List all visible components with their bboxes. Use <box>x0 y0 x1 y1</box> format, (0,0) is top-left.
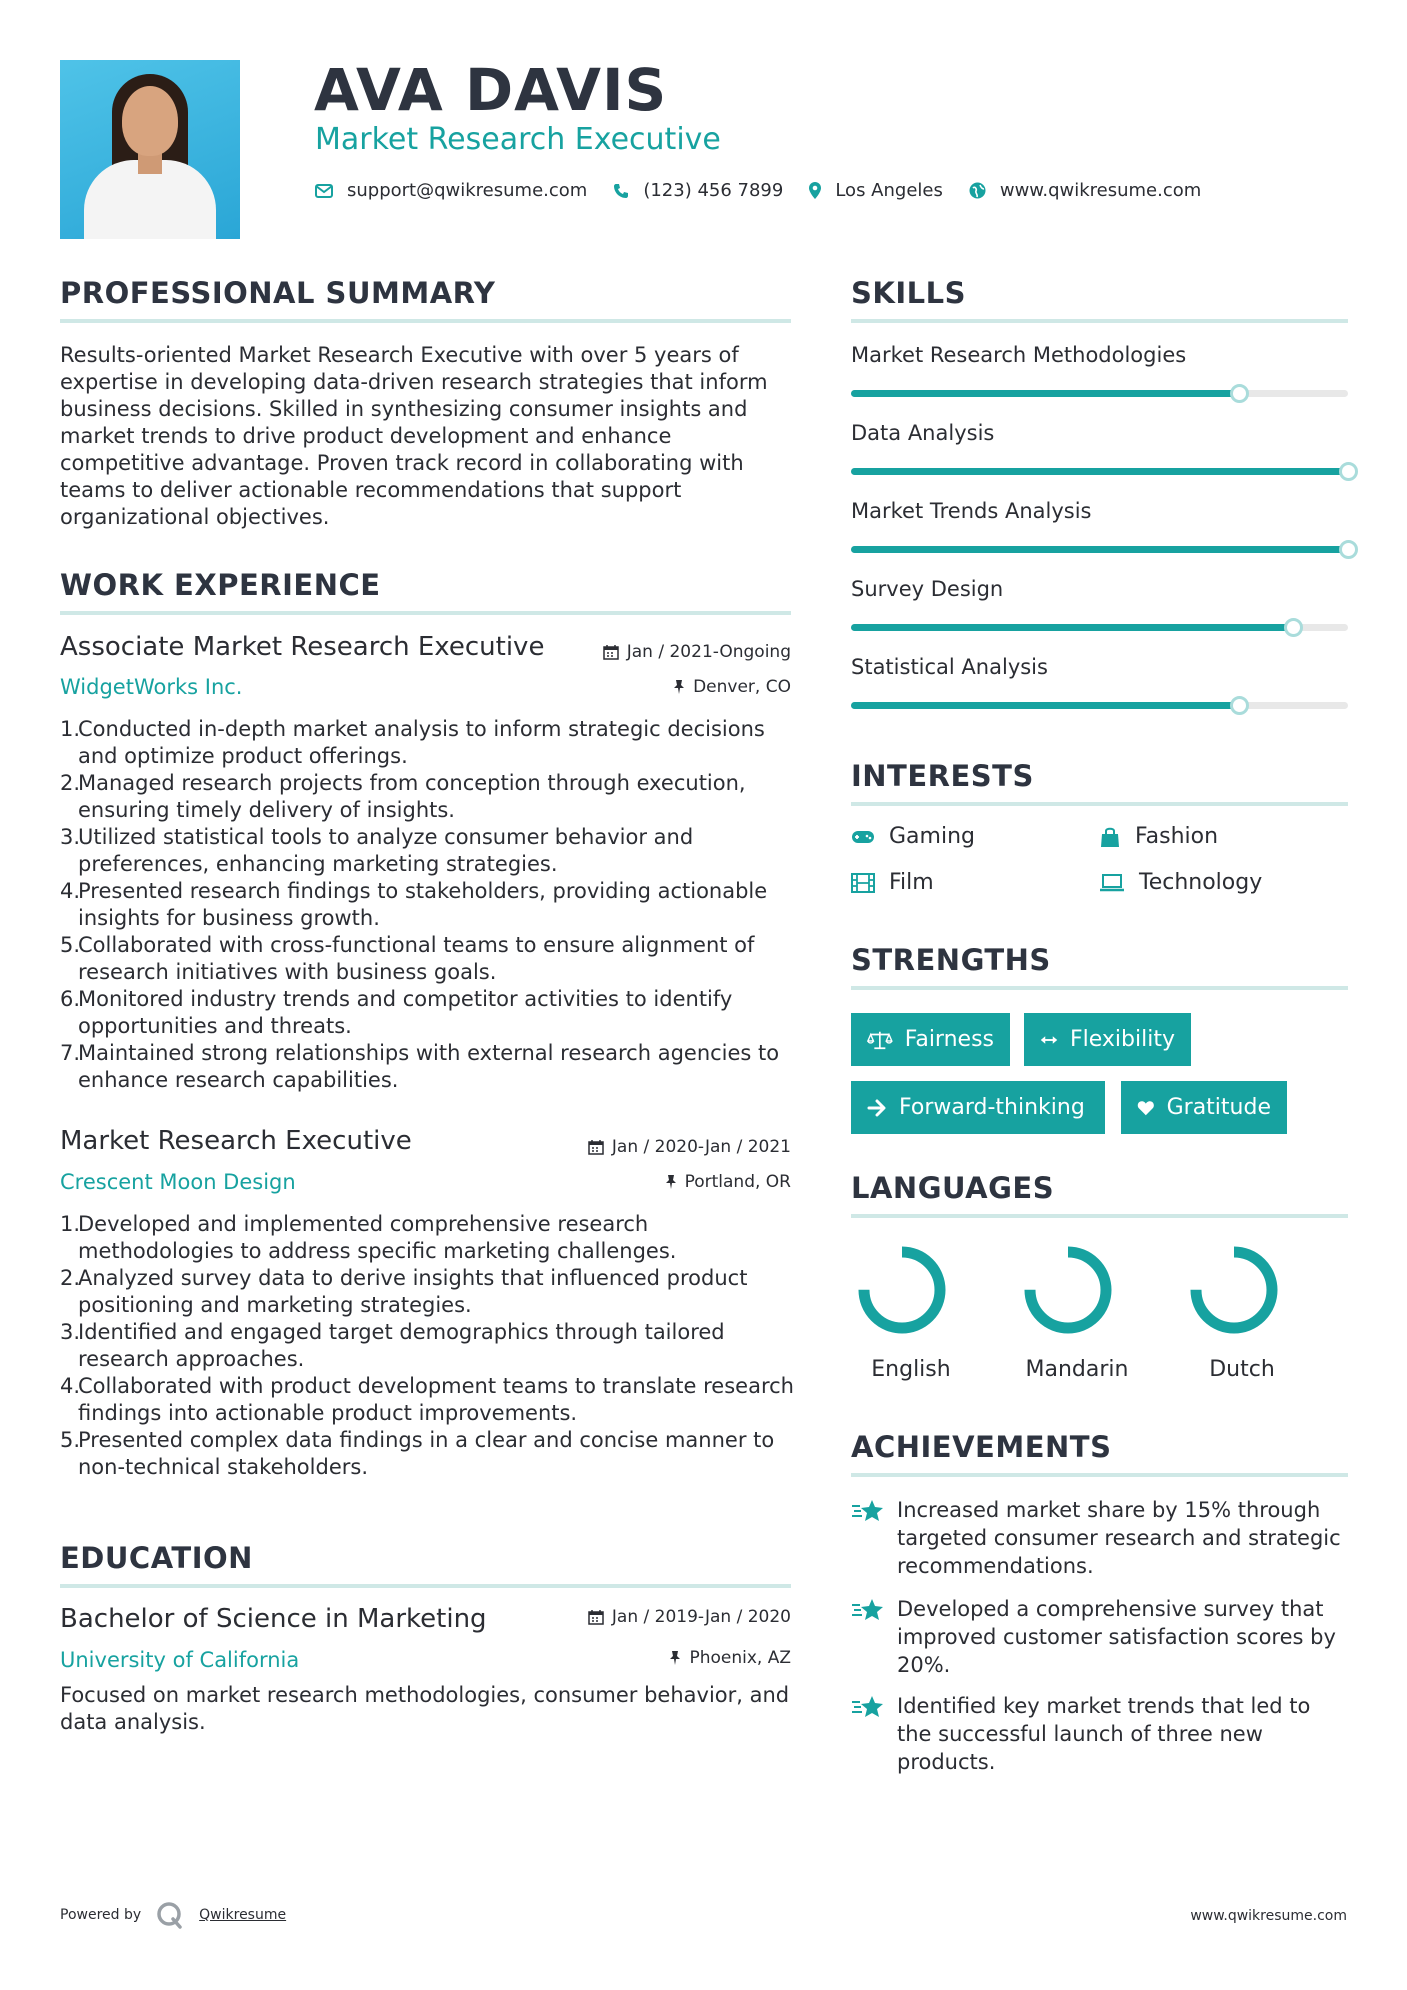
globe-icon <box>969 182 986 199</box>
achievement-item: Increased market share by 15% through targeted consumer research and strategic recommendations. <box>851 1496 1351 1580</box>
achievement-item: Identified key market trends that led to the successful launch of three new products. <box>851 1692 1351 1776</box>
education-date: Jan / 2019-Jan / 2020 <box>588 1607 791 1627</box>
shopping-bag-icon <box>1099 826 1121 848</box>
list-item: 3. Utilized statistical tools to analyze consumer behavior and preferences, enhancing marketing strategies. <box>60 825 694 876</box>
list-item: 4. Presented research findings to stakeholders, providing actionable insights for business growth. <box>60 879 768 930</box>
list-item: 3. Identified and engaged target demographics through tailored research approaches. <box>60 1320 725 1371</box>
education-heading: EDUCATION <box>60 1541 253 1575</box>
strength-badge: Gratitude <box>1121 1081 1287 1134</box>
language-proficiency-ring <box>1018 1240 1118 1340</box>
language-proficiency-ring <box>1184 1240 1284 1340</box>
strengths-divider <box>851 986 1348 990</box>
skill-bar-fill <box>851 702 1239 709</box>
interest-item: Gaming <box>851 824 975 849</box>
degree-title: Bachelor of Science in Marketing <box>60 1604 487 1634</box>
list-item: 5. Collaborated with cross-functional teams to ensure alignment of research initiatives with business goals. <box>60 933 755 984</box>
list-item: 1. Conducted in-depth market analysis to inform strategic decisions and optimize product offerings. <box>60 717 765 768</box>
skill-label: Market Research Methodologies <box>851 343 1187 367</box>
job-bullets <box>60 716 800 1094</box>
film-icon <box>851 873 875 893</box>
list-item: 2. Managed research projects from conception through execution, ensuring timely delivery of insights. <box>60 771 746 822</box>
skill-label: Data Analysis <box>851 421 995 445</box>
pin-icon <box>673 679 685 695</box>
summary-text: Results-oriented Market Research Executive with over 5 years of expertise in developing data-driven research strategies that inform business decisions. Skilled in synthesizing consumer insights and market trends to drive product development and enhance competitive advantage. Proven track record in collaborating with teams to deliver actionable recommendations that support organizational objectives. <box>60 343 768 529</box>
job-bullets <box>60 1211 800 1481</box>
education-location: Phoenix, AZ <box>669 1648 791 1668</box>
education-description: Focused on market research methodologies, consumer behavior, and data analysis. <box>60 1683 790 1734</box>
skill-bar-knob <box>1230 384 1249 403</box>
skill-label: Survey Design <box>851 577 1004 601</box>
job-location: Portland, OR <box>665 1172 791 1192</box>
company-name: Crescent Moon Design <box>60 1170 296 1194</box>
skill-bar <box>851 468 1348 475</box>
list-item: 5. Presented complex data findings in a clear and concise manner to non-technical stakeholders. <box>60 1428 775 1479</box>
skills-divider <box>851 319 1348 323</box>
skill-bar-knob <box>1284 618 1303 637</box>
skill-label: Statistical Analysis <box>851 655 1048 679</box>
language-label: Mandarin <box>1025 1357 1129 1382</box>
skill-label: Market Trends Analysis <box>851 499 1092 523</box>
map-marker-icon <box>809 182 821 199</box>
arrows-horizontal-icon <box>1040 1033 1058 1047</box>
qwikresume-logo-icon <box>155 1900 185 1930</box>
education-divider <box>60 1584 791 1588</box>
interest-item: Film <box>851 870 934 895</box>
calendar-icon <box>588 1609 604 1625</box>
skills-heading: SKILLS <box>851 276 966 310</box>
envelope-icon <box>315 184 333 198</box>
company-name: WidgetWorks Inc. <box>60 675 243 699</box>
job-date: Jan / 2021-Ongoing <box>603 642 791 662</box>
skill-bar <box>851 390 1348 397</box>
interests-heading: INTERESTS <box>851 759 1034 793</box>
shooting-star-icon <box>851 1694 885 1720</box>
interest-item: Fashion <box>1099 824 1218 849</box>
candidate-title: Market Research Executive <box>315 122 721 157</box>
skill-bar-fill <box>851 624 1293 631</box>
job-date: Jan / 2020-Jan / 2021 <box>588 1137 791 1157</box>
skill-bar-fill <box>851 390 1239 397</box>
job-title: Market Research Executive <box>60 1126 412 1156</box>
list-item: 6. Monitored industry trends and competitor activities to identify opportunities and threats. <box>60 987 733 1038</box>
interest-item: Technology <box>1099 870 1262 895</box>
contact-email[interactable]: support@qwikresume.com <box>315 180 587 201</box>
gamepad-icon <box>851 829 875 845</box>
list-item: 7. Maintained strong relationships with external research agencies to enhance research capabilities. <box>60 1041 780 1092</box>
calendar-icon <box>603 644 619 660</box>
shooting-star-icon <box>851 1498 885 1524</box>
balance-scale-icon <box>867 1029 893 1051</box>
footer-powered-by: Powered by Qwikresume <box>60 1900 286 1930</box>
achievement-item: Developed a comprehensive survey that improved customer satisfaction scores by 20%. <box>851 1595 1351 1679</box>
qwikresume-link[interactable]: Qwikresume <box>199 1907 287 1923</box>
phone-icon <box>613 183 629 199</box>
heart-icon <box>1137 1098 1155 1118</box>
job-title: Associate Market Research Executive <box>60 632 545 662</box>
summary-heading: PROFESSIONAL SUMMARY <box>60 276 496 310</box>
list-item: 2. Analyzed survey data to derive insights that influenced product positioning and marketing strategies. <box>60 1266 748 1317</box>
skill-bar-knob <box>1230 696 1249 715</box>
achievements-divider <box>851 1473 1348 1477</box>
school-name: University of California <box>60 1648 300 1672</box>
profile-photo <box>60 60 240 239</box>
job-location: Denver, CO <box>673 677 791 697</box>
footer-website[interactable]: www.qwikresume.com <box>1190 1908 1347 1924</box>
skill-bar-fill <box>851 546 1348 553</box>
shooting-star-icon <box>851 1597 885 1623</box>
strengths-heading: STRENGTHS <box>851 943 1051 977</box>
pin-icon <box>669 1650 681 1666</box>
pin-icon <box>665 1174 677 1190</box>
contact-location: Los Angeles <box>809 180 943 201</box>
strength-badge: Fairness <box>851 1013 1010 1066</box>
list-item: 4. Collaborated with product development teams to translate research findings into actionable product improvements. <box>60 1374 794 1425</box>
summary-divider <box>60 319 791 323</box>
languages-heading: LANGUAGES <box>851 1171 1055 1205</box>
skill-bar <box>851 624 1348 631</box>
language-label: Dutch <box>1209 1357 1275 1382</box>
candidate-name: AVA DAVIS <box>314 56 668 124</box>
skill-bar-knob <box>1339 540 1358 559</box>
contact-bar <box>315 180 1227 201</box>
language-proficiency-ring <box>852 1240 952 1340</box>
strength-badge: Forward-thinking <box>851 1081 1105 1134</box>
interests-divider <box>851 802 1348 806</box>
laptop-icon <box>1099 874 1125 892</box>
skill-bar-knob <box>1339 462 1358 481</box>
language-label: English <box>871 1357 951 1382</box>
skill-bar <box>851 702 1348 709</box>
calendar-icon <box>588 1139 604 1155</box>
contact-website[interactable]: www.qwikresume.com <box>969 180 1201 201</box>
arrow-right-icon <box>867 1099 887 1117</box>
achievements-heading: ACHIEVEMENTS <box>851 1430 1112 1464</box>
list-item: 1. Developed and implemented comprehensive research methodologies to address specific marketing challenges. <box>60 1212 677 1263</box>
experience-heading: WORK EXPERIENCE <box>60 568 381 602</box>
skill-bar <box>851 546 1348 553</box>
strength-badge: Flexibility <box>1024 1013 1191 1066</box>
contact-phone[interactable]: (123) 456 7899 <box>613 180 783 201</box>
experience-divider <box>60 611 791 615</box>
skill-bar-fill <box>851 468 1348 475</box>
languages-divider <box>851 1214 1348 1218</box>
